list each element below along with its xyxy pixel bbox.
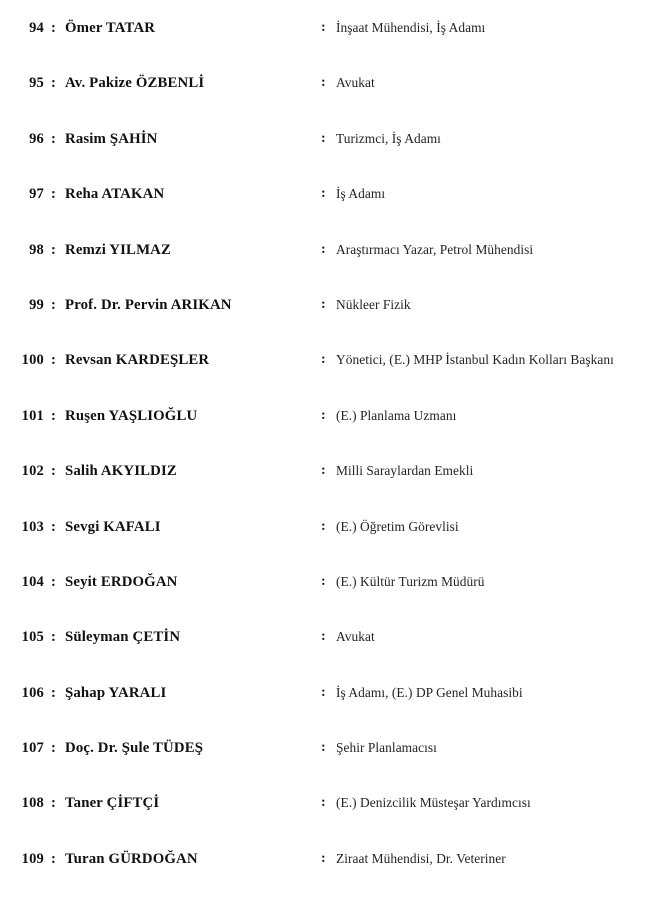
list-item [0, 295, 670, 350]
entry-index: 104 [21, 573, 44, 590]
entry-name: Av. Pakize ÖZBENLİ [65, 75, 205, 92]
entry-index: 94 [29, 20, 44, 36]
entry-name: Ruşen YAŞLIOĞLU [65, 407, 198, 424]
entry-separator-colon: : [51, 463, 56, 480]
entry-occupation: İnşaat Mühendisi, İş Adamı [336, 20, 486, 35]
entry-separator-colon: : [51, 296, 56, 313]
entry-name: Turan GÜRDOĞAN [65, 850, 198, 867]
entry-index: 106 [21, 684, 44, 701]
entry-separator-colon: : [51, 518, 56, 535]
entry-name: Süleyman ÇETİN [65, 629, 181, 646]
list-item [0, 350, 670, 405]
occupation-separator-colon: : [321, 740, 326, 756]
entry-separator-colon: : [51, 186, 56, 203]
list-item [0, 129, 670, 184]
occupation-separator-colon: : [321, 795, 326, 811]
occupation-separator-colon: : [321, 573, 326, 589]
occupation-separator-colon: : [321, 20, 326, 35]
entry-index: 108 [21, 795, 44, 812]
entry-separator-colon: : [51, 75, 56, 92]
entry-occupation: Yönetici, (E.) MHP İstanbul Kadın Kolları Başkanı [336, 352, 614, 368]
list-item [0, 461, 670, 516]
entry-name: Seyit ERDOĞAN [65, 573, 178, 590]
entry-index: 109 [21, 850, 44, 867]
occupation-separator-colon: : [321, 130, 326, 146]
list-item [0, 738, 670, 793]
entry-name: Rasim ŞAHİN [65, 130, 158, 147]
entry-list [0, 18, 670, 904]
entry-occupation: (E.) Öğretim Görevlisi [336, 518, 459, 534]
entry-index: 98 [29, 241, 44, 258]
entry-name: Reha ATAKAN [65, 186, 165, 203]
entry-separator-colon: : [51, 241, 56, 258]
entry-occupation: Araştırmacı Yazar, Petrol Mühendisi [336, 241, 534, 257]
list-item [0, 73, 670, 128]
occupation-separator-colon: : [321, 296, 326, 312]
entry-name: Salih AKYILDIZ [65, 463, 177, 480]
entry-index: 96 [29, 130, 44, 147]
list-item [0, 517, 670, 572]
entry-occupation: Milli Saraylardan Emekli [336, 463, 474, 479]
occupation-separator-colon: : [321, 684, 326, 700]
entry-occupation: Turizmci, İş Adamı [336, 130, 441, 146]
entry-occupation: Nükleer Fizik [336, 296, 411, 312]
entry-separator-colon: : [51, 850, 56, 867]
entry-separator-colon: : [51, 740, 56, 757]
entry-occupation: (E.) Planlama Uzmanı [336, 407, 457, 423]
entry-separator-colon: : [51, 795, 56, 812]
entry-index: 105 [21, 629, 44, 646]
list-item [0, 184, 670, 239]
occupation-separator-colon: : [321, 463, 326, 479]
entry-index: 101 [21, 407, 44, 424]
occupation-separator-colon: : [321, 352, 326, 368]
list-item [0, 849, 670, 904]
entry-index: 99 [29, 296, 44, 313]
list-item [0, 627, 670, 682]
occupation-separator-colon: : [321, 850, 326, 866]
occupation-separator-colon: : [321, 518, 326, 534]
list-item [0, 572, 670, 627]
entry-occupation: Avukat [336, 75, 375, 91]
entry-name: Sevgi KAFALI [65, 518, 161, 535]
list-item [0, 240, 670, 295]
entry-name: Şahap YARALI [65, 684, 167, 701]
entry-index: 95 [29, 75, 44, 92]
entry-occupation: İş Adamı, (E.) DP Genel Muhasibi [336, 684, 523, 700]
occupation-separator-colon: : [321, 75, 326, 91]
occupation-separator-colon: : [321, 629, 326, 645]
entry-separator-colon: : [51, 407, 56, 424]
list-item [0, 793, 670, 848]
entry-index: 103 [21, 518, 44, 535]
occupation-separator-colon: : [321, 407, 326, 423]
entry-index: 100 [21, 352, 44, 369]
entry-separator-colon: : [51, 20, 56, 36]
entry-name: Taner ÇİFTÇİ [65, 795, 160, 812]
entry-name: Doç. Dr. Şule TÜDEŞ [65, 740, 204, 757]
entry-separator-colon: : [51, 573, 56, 590]
entry-separator-colon: : [51, 352, 56, 369]
list-item [0, 406, 670, 461]
entry-index: 97 [29, 186, 44, 203]
entry-separator-colon: : [51, 130, 56, 147]
entry-index: 107 [21, 740, 44, 757]
entry-index: 102 [21, 463, 44, 480]
occupation-separator-colon: : [321, 186, 326, 202]
entry-name: Ömer TATAR [65, 20, 156, 36]
entry-name: Prof. Dr. Pervin ARIKAN [65, 296, 232, 313]
entry-occupation: İş Adamı [336, 186, 386, 202]
entry-occupation: Avukat [336, 629, 375, 645]
occupation-separator-colon: : [321, 241, 326, 257]
list-item [0, 18, 670, 73]
list-item [0, 683, 670, 738]
entry-occupation: Ziraat Mühendisi, Dr. Veteriner [336, 850, 506, 866]
entry-name: Remzi YILMAZ [65, 241, 172, 258]
entry-occupation: (E.) Denizcilik Müsteşar Yardımcısı [336, 795, 531, 811]
entry-occupation: (E.) Kültür Turizm Müdürü [336, 573, 485, 589]
entry-occupation: Şehir Planlamacısı [336, 740, 437, 756]
entry-separator-colon: : [51, 684, 56, 701]
entry-separator-colon: : [51, 629, 56, 646]
entry-name: Revsan KARDEŞLER [65, 352, 210, 369]
